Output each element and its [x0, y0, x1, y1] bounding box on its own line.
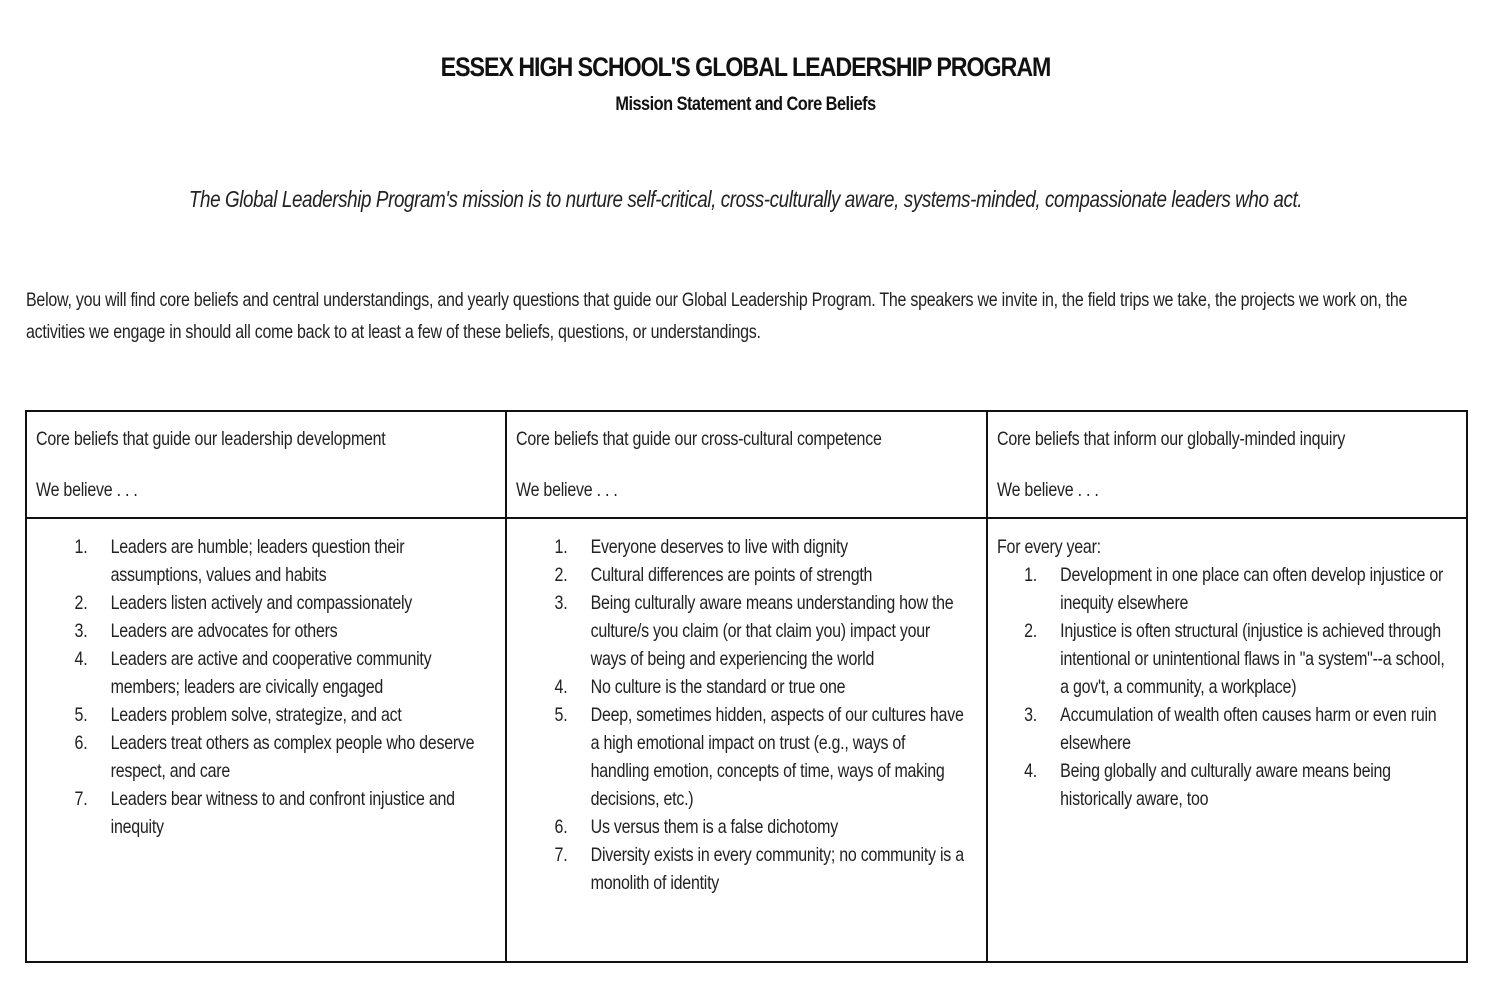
list-item-number: 7. [74, 788, 88, 810]
list-item-number: 7. [554, 844, 568, 866]
list-item-number: 1. [554, 536, 568, 558]
list-item [75, 589, 487, 617]
list-item [555, 561, 967, 589]
list-item [75, 729, 487, 785]
list-item-number: 6. [74, 732, 88, 754]
column-subheading: We believe . . . [516, 479, 618, 501]
list-item-text: Leaders bear witness to and confront injustice and inequity [110, 788, 455, 838]
list-item-number: 6. [554, 816, 568, 838]
column-heading: Core beliefs that inform our globally-minded inquiry [996, 428, 1345, 450]
body-cell-cross-cultural [506, 518, 986, 962]
list-item [75, 785, 487, 841]
list-item-number: 2. [74, 592, 88, 614]
list-item-text: Cultural differences are points of strength [590, 564, 873, 586]
body-cell-leadership [26, 518, 506, 962]
list-item [1024, 561, 1459, 617]
list-item-text: Deep, sometimes hidden, aspects of our cultures have a high emotional impact on trust (e.g., ways of handling emotion, concepts of time, ways of making decisions, etc.) [590, 704, 964, 810]
list-item-number: 3. [1023, 704, 1037, 726]
list-item-number: 2. [554, 564, 568, 586]
body-cell-global-inquiry [987, 518, 1467, 962]
list-item-text: Us versus them is a false dichotomy [590, 816, 839, 838]
table-body-row [26, 518, 1467, 962]
list-item-text: Being culturally aware means understanding how the culture/s you claim (or that claim you) impact your ways of being and experiencing the world [590, 592, 954, 670]
list-item-number: 2. [1023, 620, 1037, 642]
list-intro: For every year: [996, 536, 1101, 558]
header-cell-global-inquiry [987, 411, 1467, 518]
list-item-number: 3. [74, 620, 88, 642]
list-item [555, 673, 967, 701]
list-item-text: Diversity exists in every community; no community is a monolith of identity [590, 844, 965, 894]
belief-list [507, 519, 966, 897]
list-item-text: Leaders treat others as complex people who deserve respect, and care [110, 732, 475, 782]
list-item-text: Accumulation of wealth often causes harm or even ruin elsewhere [1059, 704, 1437, 754]
column-subheading: We believe . . . [36, 479, 138, 501]
list-item-number: 5. [74, 704, 88, 726]
list-item-text: Being globally and culturally aware means being historically aware, too [1059, 760, 1391, 810]
list-item-text: Leaders are active and cooperative community members; leaders are civically engaged [110, 648, 432, 698]
list-item [1024, 617, 1459, 701]
document-title: ESSEX HIGH SCHOOL'S GLOBAL LEADERSHIP PROGRAM [440, 52, 1051, 82]
list-item [1024, 701, 1459, 757]
list-item-number: 1. [1023, 564, 1037, 586]
list-item [75, 645, 487, 701]
list-item [75, 617, 487, 645]
list-item-text: Development in one place can often develop injustice or inequity elsewhere [1059, 564, 1443, 614]
list-item [1024, 757, 1459, 813]
list-item-number: 4. [74, 648, 88, 670]
intro-paragraph [26, 284, 1436, 348]
list-item [555, 813, 967, 841]
list-item-text: Leaders listen actively and compassionately [110, 592, 413, 614]
belief-list [27, 519, 486, 841]
header-cell-cross-cultural [506, 411, 986, 518]
column-heading: Core beliefs that guide our cross-cultural competence [516, 428, 882, 450]
list-item-number: 5. [554, 704, 568, 726]
list-item-text: Everyone deserves to live with dignity [590, 536, 849, 558]
list-item [555, 841, 967, 897]
list-item-text: No culture is the standard or true one [590, 676, 846, 698]
header-cell-leadership [26, 411, 506, 518]
core-beliefs-table [25, 410, 1468, 963]
list-item [555, 533, 967, 561]
list-item-text: Injustice is often structural (injustice is achieved through intentional or unintentional flaws in "a system"--a school, a gov't, a community, a workplace) [1059, 620, 1445, 698]
mission-statement: The Global Leadership Program's mission is to nurture self-critical, cross-culturally aware, systems-minded, compassionate leaders who act. [188, 186, 1303, 212]
list-item [555, 589, 967, 673]
intro-text: Below, you will find core beliefs and central understandings, and yearly questions that guide our Global Leadership Program. The speakers we invite in, the field trips we take, the projects we work on, the activities we engage in should all come back to at least a few of these beliefs, questions, or understandings. [26, 289, 1408, 343]
belief-list [988, 561, 1460, 813]
list-item-number: 3. [554, 592, 568, 614]
column-subheading: We believe . . . [996, 479, 1099, 501]
list-item-number: 1. [74, 536, 88, 558]
list-item-text: Leaders are advocates for others [110, 620, 338, 642]
table-header-row [26, 411, 1467, 518]
list-item [75, 533, 487, 589]
list-item-text: Leaders problem solve, strategize, and act [110, 704, 402, 726]
list-item [555, 701, 967, 813]
column-heading: Core beliefs that guide our leadership development [36, 428, 386, 450]
list-item [75, 701, 487, 729]
list-item-text: Leaders are humble; leaders question their assumptions, values and habits [110, 536, 405, 586]
document-subtitle: Mission Statement and Core Beliefs [615, 94, 876, 115]
list-item-number: 4. [554, 676, 568, 698]
list-item-number: 4. [1023, 760, 1037, 782]
